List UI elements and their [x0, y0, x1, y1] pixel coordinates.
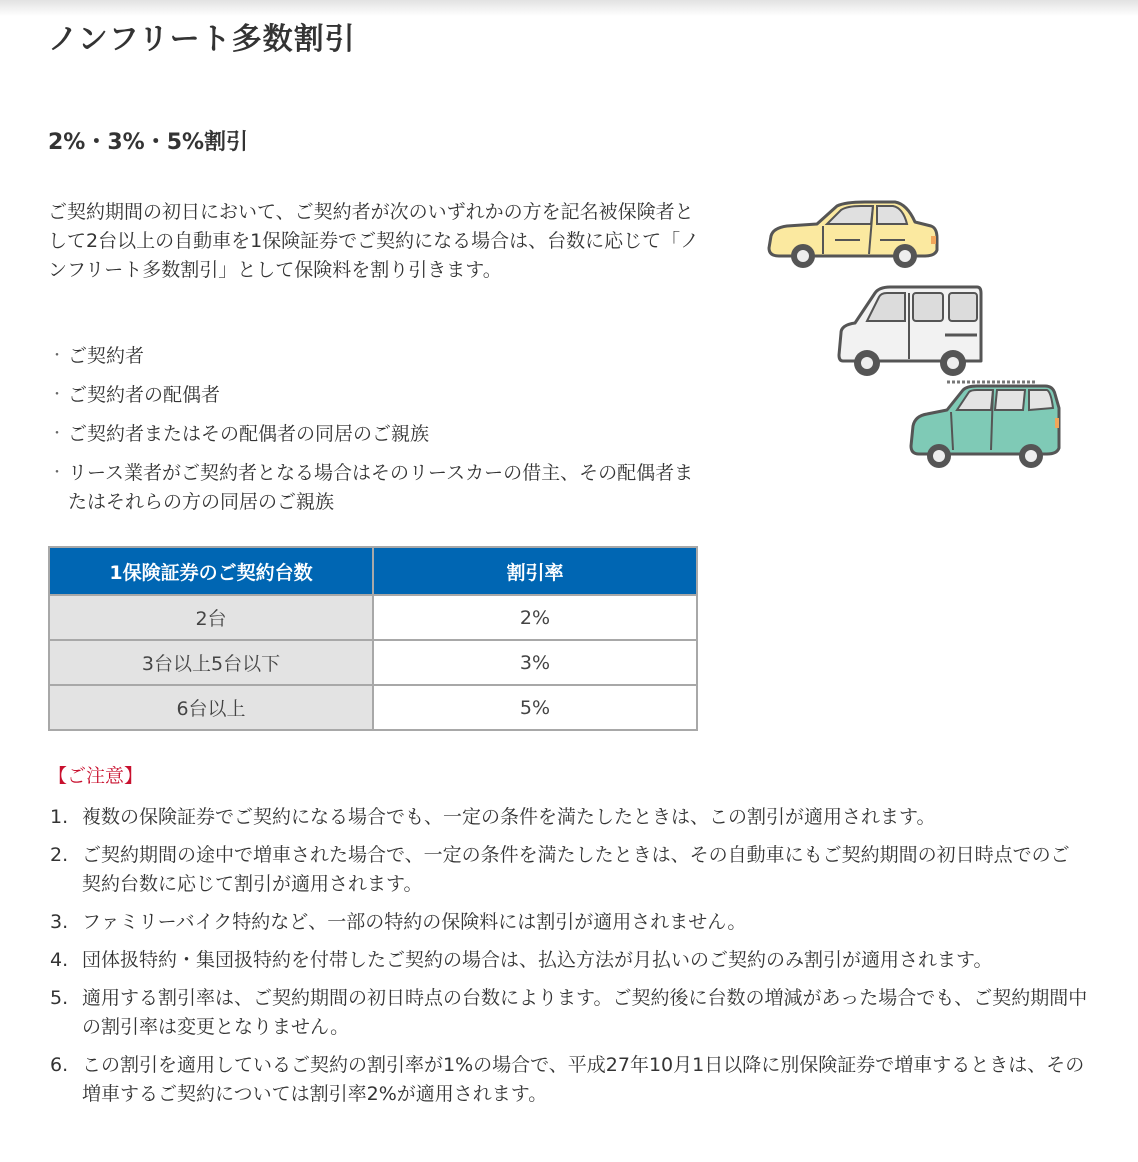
suv-car-icon [907, 378, 1067, 468]
table-row [49, 640, 697, 685]
vehicle-count-cell: 6台以上 [49, 685, 373, 730]
list-item: ・ リース業者がご契約者となる場合はそのリースカーの借主、その配偶者またはそれらの方の同居のご親族 [48, 459, 708, 517]
vehicle-count-cell: 2台 [49, 595, 373, 640]
discount-rate-cell: 5% [373, 685, 697, 730]
intro-paragraph: ご契約期間の初日において、ご契約者が次のいずれかの方を記名被保険者として2台以上の自動車を1保険証券でご契約になる場合は、台数に応じて「ノンフリート多数割引」として保険料を割り引きます。 [48, 201, 700, 281]
sedan-car-icon [765, 198, 940, 270]
page-title: ノンフリート多数割引 [48, 22, 356, 57]
top-shadow [0, 0, 1138, 16]
cars-illustration [755, 190, 1075, 480]
notice-item: 4. 団体扱特約・集団扱特約を付帯したご契約の場合は、払込方法が月払いのご契約のみ割引が適用されます。 [50, 949, 993, 971]
list-item: ・ ご契約者またはその配偶者の同居のご親族 [48, 420, 708, 449]
discount-rate-cell: 3% [373, 640, 697, 685]
notice-item: 3. ファミリーバイク特約など、一部の特約の保険料には割引が適用されません。 [50, 911, 747, 933]
table-row [49, 685, 697, 730]
bullet-icon: ・ [50, 465, 64, 481]
vehicle-count-cell: 3台以上5台以下 [49, 640, 373, 685]
header-discount-rate: 割引率 [373, 547, 697, 595]
bullet-icon: ・ [50, 348, 64, 364]
notice-item: 2. ご契約期間の途中で増車された場合で、一定の条件を満たしたときは、その自動車にもご契約期間の初日時点でのご契約台数に応じて割引が適用されます。 [50, 844, 1070, 895]
table-row [49, 595, 697, 640]
van-icon [835, 283, 985, 381]
eligible-insured-list [48, 342, 708, 527]
bullet-icon: ・ [50, 387, 64, 403]
notice-item: 6. この割引を適用しているご契約の割引率が1%の場合で、平成27年10月1日以降に別保険証券で増車するときは、その増車するご契約については割引率2%が適用されます。 [50, 1054, 1085, 1105]
list-item: ・ ご契約者 [48, 342, 708, 371]
notice-item: 5. 適用する割引率は、ご契約期間の初日時点の台数によります。ご契約後に台数の増減があった場合でも、ご契約期間中の割引率は変更となりません。 [50, 987, 1088, 1038]
notice-item: 1. 複数の保険証券でご契約になる場合でも、一定の条件を満たしたときは、この割引が適用されます。 [50, 806, 936, 828]
table-header-row [49, 547, 697, 595]
discount-rate-table [48, 546, 698, 731]
header-vehicle-count: 1保険証券のご契約台数 [49, 547, 373, 595]
list-item: ・ ご契約者の配偶者 [48, 381, 708, 410]
discount-rate-cell: 2% [373, 595, 697, 640]
notice-list [48, 803, 1088, 1118]
notice-heading: 【ご注意】 [48, 765, 144, 787]
discount-subtitle: 2%・3%・5%割引 [48, 130, 249, 155]
bullet-icon: ・ [50, 426, 64, 442]
